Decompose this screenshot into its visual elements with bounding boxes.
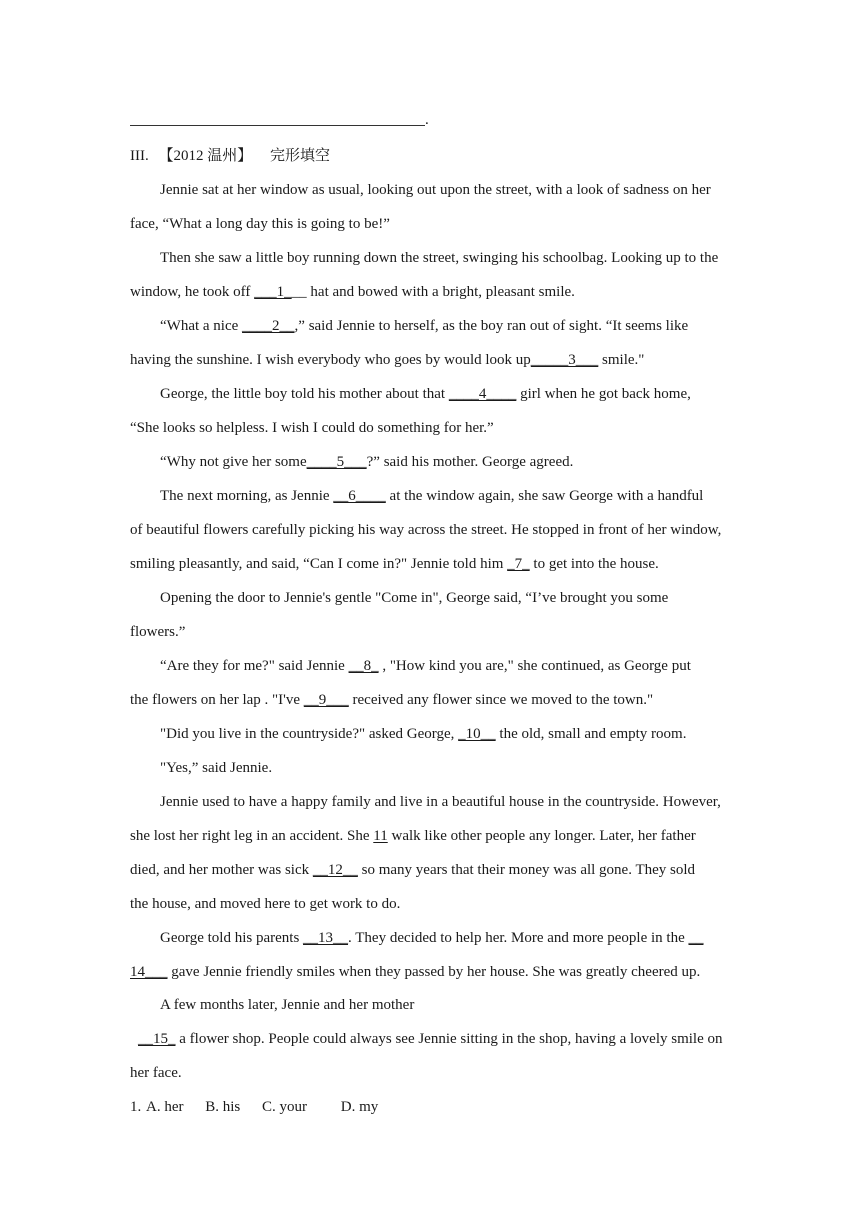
passage-line: A few months later, Jennie and her mother: [160, 997, 415, 1013]
passage-line: [160, 452, 573, 472]
passage-line: Opening the door to Jennie's gentle "Come in", George said, “I’ve brought you some: [160, 590, 669, 606]
blank-2: ____2__: [242, 318, 295, 334]
blank-5: ____5___: [306, 454, 367, 470]
section-source: 【2012 温州】: [158, 148, 253, 164]
text: The next morning, as Jennie: [160, 488, 334, 504]
text: received any flower since we moved to the town.": [348, 692, 654, 708]
passage-line: [130, 282, 575, 302]
passage-line: [130, 350, 644, 370]
text: she lost her right leg in an accident. She: [130, 828, 374, 844]
option-c: C. your: [262, 1099, 308, 1115]
text: died, and her mother was sick: [130, 862, 313, 878]
passage-line: [138, 1029, 722, 1049]
blank-13: __13__: [303, 930, 349, 946]
passage-line: [160, 724, 686, 744]
blank-1: ___1_: [254, 284, 292, 300]
passage-line: her face.: [130, 1065, 182, 1081]
blank-11: 11: [373, 828, 388, 844]
text: walk like other people any longer. Later, her father: [387, 828, 696, 844]
blank-15: __15_: [138, 1031, 176, 1047]
text: George, the little boy told his mother about that: [160, 386, 449, 402]
text: smiling pleasantly, and said, “Can I come in?" Jennie told him: [130, 556, 508, 572]
passage-line: flowers.”: [130, 624, 186, 640]
passage-line: Then she saw a little boy running down the street, swinging his schoolbag. Looking up to the: [160, 250, 719, 266]
text: the old, small and empty room.: [495, 726, 687, 742]
passage-line: [160, 656, 691, 676]
text: “What a nice: [160, 318, 243, 334]
text: so many years that their money was all gone. They sold: [357, 862, 696, 878]
text: a flower shop. People could always see Jennie sitting in the shop, having a lovely smile on: [175, 1031, 723, 1047]
section-heading: [130, 146, 330, 166]
option-b: B. his: [205, 1099, 241, 1115]
text: “Are they for me?" said Jennie: [160, 658, 349, 674]
blank-9: __9___: [303, 692, 349, 708]
passage-line: [160, 928, 703, 948]
passage-line: [160, 384, 691, 404]
text: at the window again, she saw George with a handful: [385, 488, 704, 504]
passage-line: [130, 554, 659, 574]
text: smile.": [598, 352, 645, 368]
option-a: A. her: [146, 1099, 184, 1115]
passage-line: "Yes,” said Jennie.: [160, 760, 273, 776]
blank-8: __8_: [348, 658, 379, 674]
passage-line: face, “What a long day this is going to be!”: [130, 216, 390, 232]
passage-line: [160, 486, 703, 506]
text: ,” said Jennie to herself, as the boy ran out of sight. “It seems like: [294, 318, 689, 334]
text: George told his parents: [160, 930, 304, 946]
section-title: 完形填空: [270, 148, 331, 164]
text: to get into the house.: [529, 556, 659, 572]
text: “Why not give her some: [160, 454, 307, 470]
blank-14-start: __: [688, 930, 704, 946]
text: "Did you live in the countryside?" asked George,: [160, 726, 459, 742]
passage-line: the house, and moved here to get work to do.: [130, 896, 401, 912]
question-1: [130, 1097, 378, 1117]
blank-3: _____3___: [530, 352, 599, 368]
answer-line-period: .: [425, 112, 429, 128]
text: __ hat and bowed with a bright, pleasant smile.: [291, 284, 575, 300]
blank-10: _10__: [458, 726, 496, 742]
blank-14: 14: [130, 964, 145, 980]
text: , "How kind you are," she continued, as George put: [378, 658, 691, 674]
option-d: D. my: [340, 1099, 379, 1115]
text: girl when he got back home,: [516, 386, 691, 402]
blank-7: _7_: [507, 556, 530, 572]
answer-line: [130, 125, 425, 126]
blank-4: ____4____: [448, 386, 517, 402]
text: having the sunshine. I wish everybody who goes by would look up: [130, 352, 531, 368]
blank-6: __6____: [333, 488, 386, 504]
blank-12: __12__: [312, 862, 358, 878]
passage-line: [130, 690, 653, 710]
passage-line: [160, 316, 688, 336]
passage-line: [130, 826, 696, 846]
text: . They decided to help her. More and more people in the: [348, 930, 689, 946]
passage-line: of beautiful flowers carefully picking his way across the street. He stopped in front of her window,: [130, 522, 722, 538]
text: ?” said his mother. George agreed.: [366, 454, 574, 470]
blank-14-end: ___: [145, 964, 168, 980]
text: window, he took off: [130, 284, 255, 300]
text: the flowers on her lap . "I've: [130, 692, 304, 708]
passage-line: Jennie sat at her window as usual, looking out upon the street, with a look of sadness on her: [160, 182, 711, 198]
passage-line: [130, 962, 700, 982]
passage-line: [130, 860, 695, 880]
question-number: 1.: [130, 1099, 142, 1115]
passage-line: “She looks so helpless. I wish I could do something for her.”: [130, 420, 494, 436]
section-number: III.: [130, 148, 149, 164]
passage-line: Jennie used to have a happy family and live in a beautiful house in the countryside. However,: [160, 794, 721, 810]
text: gave Jennie friendly smiles when they passed by her house. She was greatly cheered up.: [167, 964, 701, 980]
